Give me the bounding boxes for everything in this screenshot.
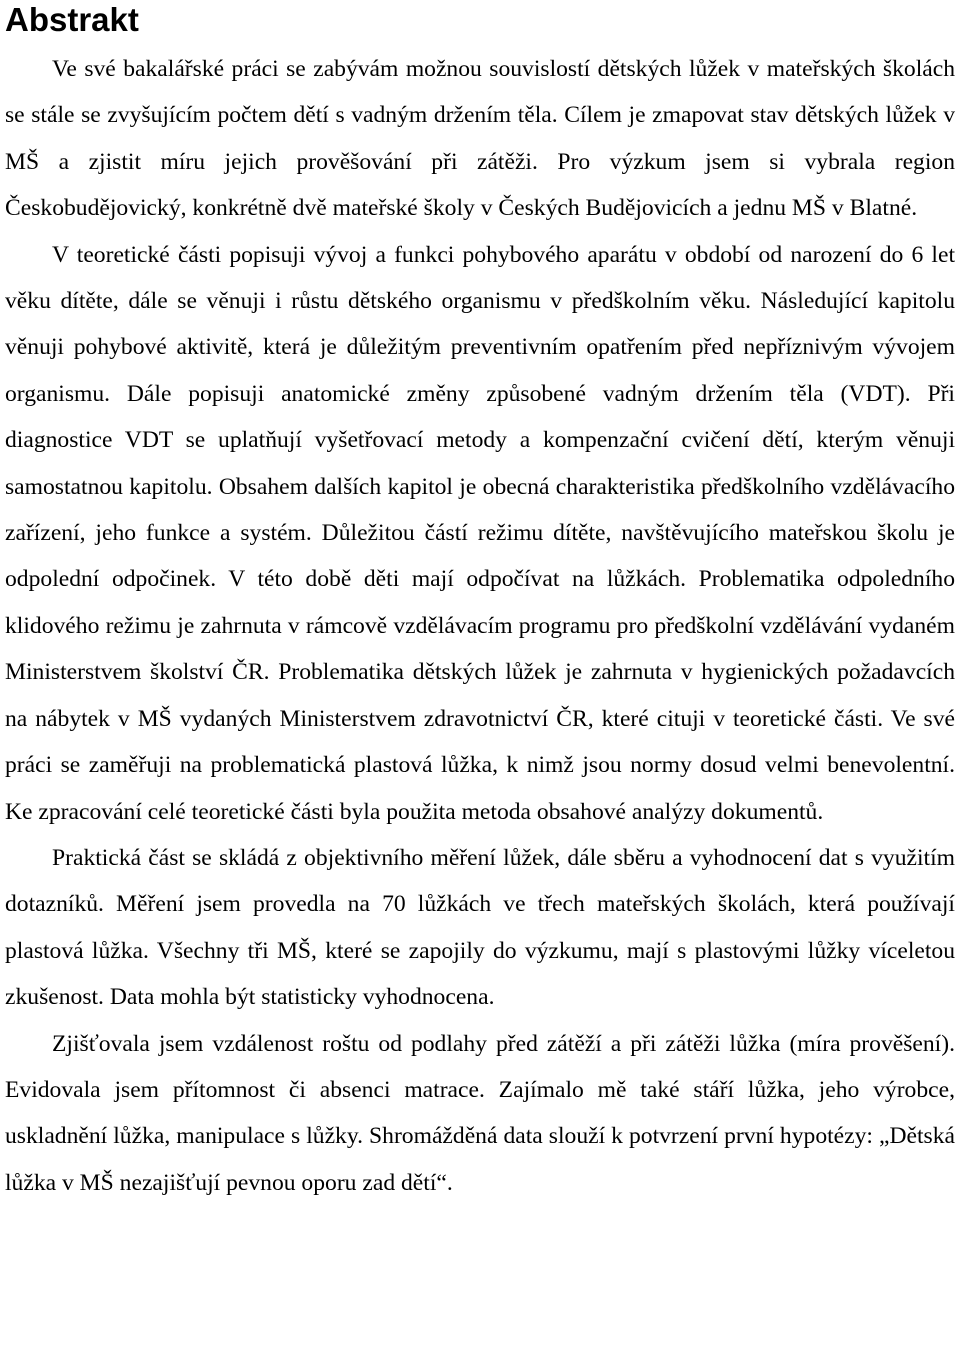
paragraph-practical: Praktická část se skládá z objektivního měření lůžek, dále sběru a vyhodnocení dat s využitím dotazníků. Měření jsem provedla na 70 lůžkách ve třech mateřských školách, která používají plastová lůžka. Všechny tři MŠ, které se zapojily do výzkumu, mají s plastovými lůžky víceletou zkušenost. Data mohla být statisticky vyhodnocena.	[5, 844, 955, 1011]
paragraph-findings: Zjišťovala jsem vzdálenost roštu od podlahy před zátěží a při zátěži lůžka (míra prověšení). Evidovala jsem přítomnost či absenci matrace. Zajímalo mě také stáří lůžka, jeho výrobce, uskladnění lůžka, manipulace s lůžky. Shromážděná data slouží k potvrzení první hypotézy: „Dětská lůžka v MŠ nezajišťují pevnou oporu zad dětí“.	[5, 1030, 955, 1196]
paragraph-theory: V teoretické části popisuji vývoj a funkci pohybového aparátu v období od narození do 6 let věku dítěte, dále se věnuji i růstu dětského organismu v předškolním věku. Následující kapitolu věnuji pohybové aktivitě, která je důležitým preventivním opatřením před nepříznivým vývojem organismu. Dále popisuji anatomické změny způsobené vadným držením těla (VDT). Při diagnostice VDT se uplatňují vyšetřovací metody a kompenzační cvičení dětí, kterým věnuji samostatnou kapitolu. Obsahem dalších kapitol je obecná charakteristika předškolního vzdělávacího zařízení, jeho funkce a systém. Důležitou částí režimu dítěte, navštěvujícího mateřskou školu je odpolední odpočinek. V této době děti mají odpočívat na lůžkách. Problematika odpoledního klidového režimu je zahrnuta v rámcově vzdělávacím programu pro předškolní vzdělávání vydaném Ministerstvem školství ČR. Problematika dětských lůžek je zahrnuta v hygienických požadavcích na nábytek v MŠ vydaných Ministerstvem zdravotnictví ČR, které cituji v teoretické části. Ve své práci se zaměřuji na problematická plastová lůžka, k nimž jsou normy dosud velmi benevolentní. Ke zpracování celé teoretické části byla použita metoda obsahové analýzy dokumentů.	[5, 241, 955, 825]
page-title: Abstrakt	[5, 1, 139, 38]
paragraph-intro: Ve své bakalářské práci se zabývám možnou souvislostí dětských lůžek v mateřských školách se stále se zvyšujícím počtem dětí s vadným držením těla. Cílem je zmapovat stav dětských lůžek v MŠ a zjistit míru jejich prověšování při zátěži. Pro výzkum jsem si vybrala region Českobudějovický, konkrétně dvě mateřské školy v Českých Budějovicích a jednu MŠ v Blatné.	[5, 56, 955, 222]
document-page	[5, 0, 955, 1206]
